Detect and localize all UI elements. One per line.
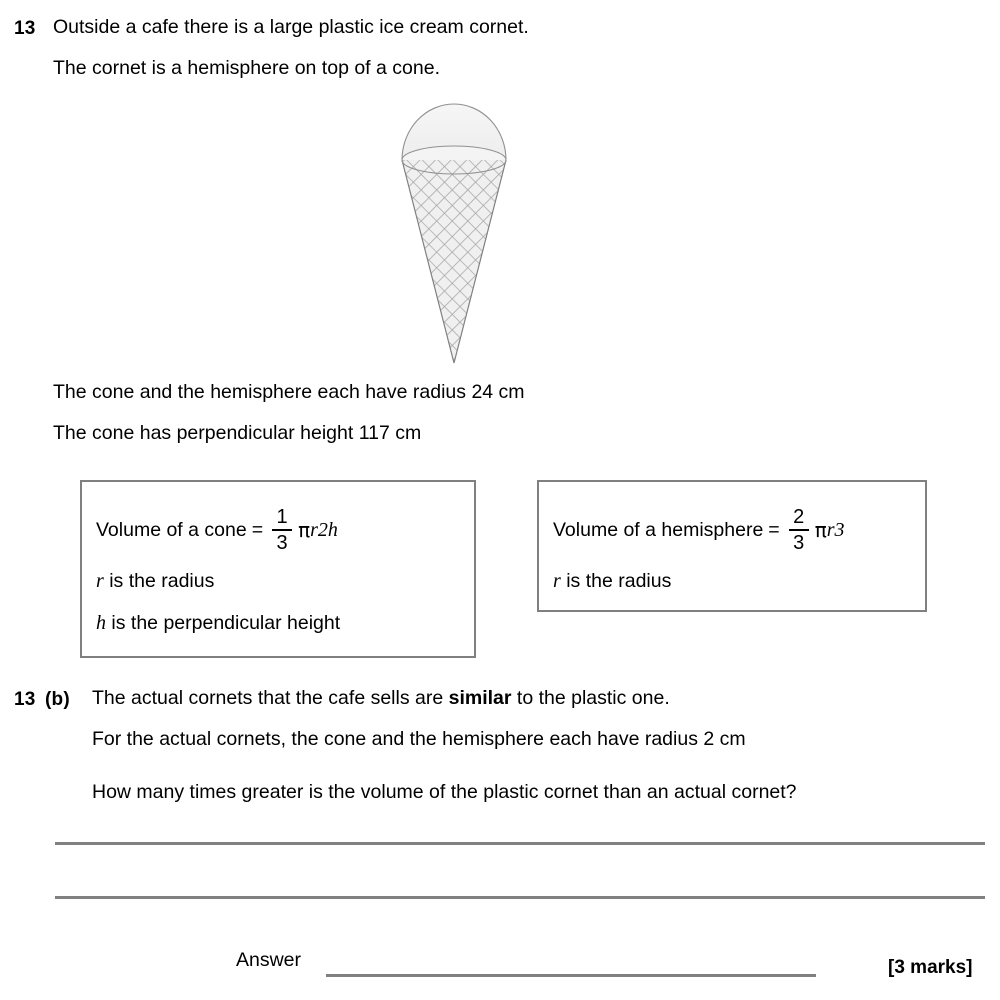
hemisphere-formula-equals: = [768,518,780,541]
stem-line-2: The cornet is a hemisphere on top of a cone. [53,57,440,79]
answer-rule-line-1[interactable] [55,842,985,845]
hemisphere-definition-r-text: is the radius [560,570,672,592]
hemisphere-fraction [789,507,809,553]
question-number: 13 [14,18,36,39]
cone-formula-line [96,507,338,553]
cone-body [390,152,520,367]
hemisphere-formula-title: Volume of a hemisphere [553,518,764,541]
formula-box-cone [80,480,476,658]
hemisphere-formula-line [553,507,845,553]
marks-label: [3 marks] [888,957,973,978]
cone-fraction-denominator: 3 [276,532,288,554]
cone-definition-r-text: is the radius [103,570,215,592]
cone-definition-r-symbol: r [96,570,104,592]
cone-fraction [272,507,292,553]
hemisphere-fraction-numerator: 2 [793,506,805,528]
hemisphere-definition-r [553,570,671,593]
hemisphere-fraction-denominator: 3 [793,532,805,554]
part-b-line-1-before: The actual cornets that the cafe sells are [92,687,449,709]
cone-variable-h: h [327,518,338,541]
hemisphere-pi-symbol: π [814,518,827,542]
part-b-line-2: For the actual cornets, the cone and the hemisphere each have radius 2 cm [92,728,746,750]
part-b-number: 13 [14,689,36,710]
hemisphere-exponent-3: 3 [834,518,845,541]
part-b-letter: (b) [45,689,70,710]
cone-pi-symbol: π [298,518,311,542]
formula-box-hemisphere [537,480,927,612]
given-line-height: The cone has perpendicular height 117 cm [53,422,422,444]
cone-definition-h-text: is the perpendicular height [106,612,341,634]
part-b-line-1-bold: similar [448,687,512,709]
cone-definition-h-symbol: h [96,612,106,634]
part-b-line-1 [92,689,670,709]
cornet-svg [390,96,520,372]
stem-line-1: Outside a cafe there is a large plastic ice cream cornet. [53,16,529,38]
part-b-line-3: How many times greater is the volume of the plastic cornet than an actual cornet? [92,781,797,803]
hemisphere-variable-r: r [826,518,835,541]
cone-exponent-2: 2 [317,518,328,541]
ice-cream-cornet-diagram [390,96,520,372]
cone-definition-h [96,612,340,635]
cone-variable-r: r [310,518,318,541]
cone-formula-title: Volume of a cone [96,518,247,541]
answer-label: Answer [236,949,302,971]
given-line-radius: The cone and the hemisphere each have radius 24 cm [53,381,525,403]
hemisphere-definition-r-symbol: r [553,570,561,592]
cone-definition-r [96,570,214,593]
answer-input-line[interactable] [326,974,816,977]
cone-fraction-numerator: 1 [276,506,288,528]
answer-rule-line-2[interactable] [55,896,985,899]
part-b-line-1-after: to the plastic one. [511,687,670,709]
cone-formula-equals: = [251,518,264,541]
